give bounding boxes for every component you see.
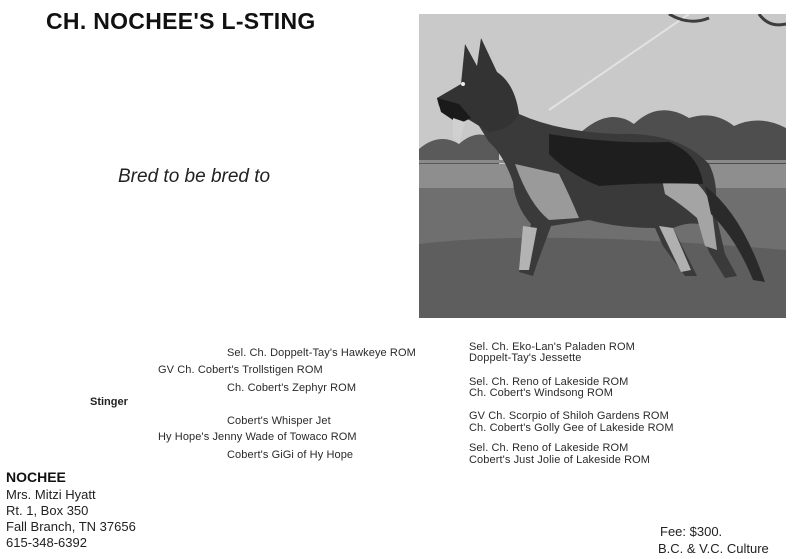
- pedigree-ggp-7: Sel. Ch. Reno of Lakeside ROM: [469, 442, 629, 454]
- pedigree-ggp-3: Sel. Ch. Reno of Lakeside ROM: [469, 376, 629, 388]
- pedigree-ggp-2: Doppelt-Tay's Jessette: [469, 352, 582, 364]
- culture-requirement: B.C. & V.C. Culture: [658, 541, 769, 556]
- owner-name: Mrs. Mitzi Hyatt: [6, 487, 96, 502]
- kennel-name: NOCHEE: [6, 469, 66, 485]
- pedigree-ggp-6: Ch. Cobert's Golly Gee of Lakeside ROM: [469, 422, 674, 434]
- pedigree-ggp-5: GV Ch. Scorpio of Shiloh Gardens ROM: [469, 410, 669, 422]
- owner-address-line-1: Rt. 1, Box 350: [6, 503, 89, 518]
- pedigree-subject: Stinger: [90, 396, 128, 408]
- dog-photo: [419, 14, 786, 318]
- owner-phone: 615-348-6392: [6, 535, 87, 550]
- pedigree-sire-sire: Sel. Ch. Doppelt-Tay's Hawkeye ROM: [227, 347, 416, 359]
- pedigree-dam: Hy Hope's Jenny Wade of Towaco ROM: [158, 431, 357, 443]
- pedigree-dam-sire: Cobert's Whisper Jet: [227, 415, 331, 427]
- tagline: Bred to be bred to: [118, 166, 271, 187]
- pedigree-ggp-8: Cobert's Just Jolie of Lakeside ROM: [469, 454, 651, 466]
- owner-address-line-2: Fall Branch, TN 37656: [6, 519, 136, 534]
- pedigree-sire-dam: Ch. Cobert's Zephyr ROM: [227, 382, 357, 394]
- pedigree-dam-dam: Cobert's GiGi of Hy Hope: [227, 449, 354, 461]
- pedigree-ggp-1: Sel. Ch. Eko-Lan's Paladen ROM: [469, 341, 635, 353]
- pedigree-ggp-4: Ch. Cobert's Windsong ROM: [469, 387, 613, 399]
- page-title: CH. NOCHEE'S L-STING: [46, 8, 316, 34]
- pedigree-sire: GV Ch. Cobert's Trollstigen ROM: [158, 364, 323, 376]
- stud-fee: Fee: $300.: [660, 524, 723, 539]
- dog-photo-image: [419, 14, 786, 318]
